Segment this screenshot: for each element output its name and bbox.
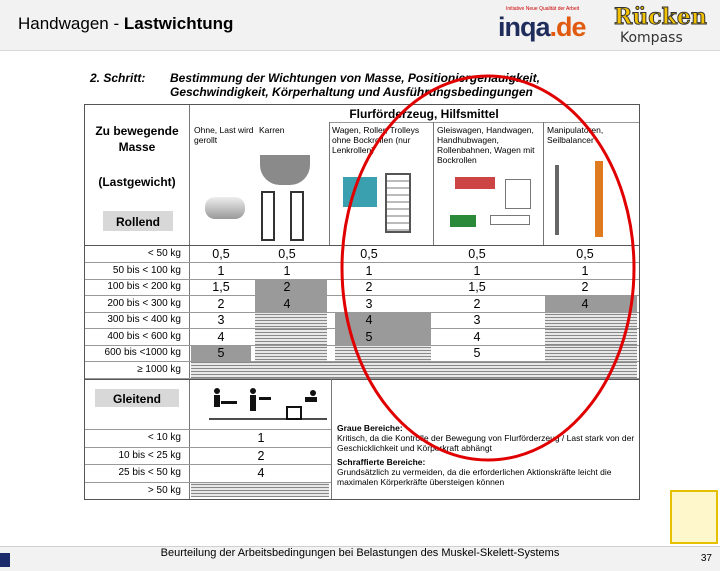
sliding-pictogram-icon [205, 385, 331, 421]
weight-value: 0,5 [576, 247, 594, 261]
logo-inqa [498, 12, 586, 43]
hatch-text: Grundsätzlich zu vermeiden, da die erforderlichen Aktionskräfte leicht die maximalen Körperkräfte übersteigen können [337, 467, 612, 487]
wheelbarrow-icon [260, 155, 310, 185]
mass-row-label: 400 bis < 600 kg [107, 330, 181, 342]
step-description: Bestimmung der Wichtungen von Masse, Positioniergenauigkeit, Geschwindigkeit, Körperhaltung und Ausführungsbedingungen [170, 71, 540, 99]
weight-value: 5 [365, 329, 373, 344]
rollend-label: Rollend [116, 215, 160, 229]
weight-value: 1,5 [468, 280, 486, 294]
sack-truck-2-icon [290, 191, 304, 241]
gleitend-row-label: 10 bis < 25 kg [118, 449, 181, 461]
weight-value: 1 [283, 263, 291, 278]
lastgewicht-label: (Lastgewicht) [98, 175, 176, 189]
flurfoerder-header: Flurförderzeug, Hilfsmittel [349, 107, 499, 121]
grey-text: Kritisch, da die Kontrolle der Bewegung von Flurförderzeug / Last stark von der Geschicklichkeit und Körperkraft abhängt [337, 433, 635, 453]
weight-value: 4 [217, 329, 225, 344]
page-number: 37 [700, 553, 712, 564]
mass-row-label: 600 bis <1000 kg [104, 347, 181, 358]
mass-row-label: 200 bis < 300 kg [107, 297, 181, 309]
weight-value: 5 [217, 346, 225, 360]
title-prefix: Handwagen - [18, 14, 124, 33]
weight-value: 3 [365, 296, 373, 311]
col-header-wagen: Wagen, Roller, Trolleys ohne Bockrollen (nur Lenkrollen) [332, 125, 420, 155]
weight-value: 0,5 [360, 247, 378, 261]
gleitend-weight-value: 4 [257, 466, 265, 480]
weight-value: 2 [283, 280, 291, 294]
sack-truck-icon [261, 191, 275, 241]
weight-value: 3 [473, 313, 481, 327]
logo-inqa-dot: .de [549, 12, 586, 42]
col-header-manipulatoren: Manipulatoren, Seilbalancer [547, 125, 604, 145]
row-line [85, 429, 331, 430]
mass-row-label: 300 bis < 400 kg [107, 314, 181, 325]
hatch-title: Schraffierte Bereiche: [337, 457, 426, 467]
sliding-figures-svg [205, 385, 331, 421]
mass-row-label: 100 bis < 200 kg [107, 281, 181, 292]
col-header-karren: Karren [259, 125, 285, 135]
weight-value: 1 [365, 263, 373, 278]
red-highlight-oval [338, 72, 638, 464]
weight-value: 0,5 [468, 247, 486, 261]
weight-value: 2 [217, 296, 225, 311]
logo-inqa-text: inqa [498, 12, 550, 42]
slide-header [0, 0, 720, 51]
weight-value: 2 [473, 296, 481, 311]
weight-value: 1 [473, 263, 481, 278]
title-bold: Lastwichtung [123, 14, 234, 33]
row-line [85, 447, 331, 448]
gleitend-weight-value: 1 [257, 431, 265, 445]
col-line [189, 105, 190, 499]
weight-value: 2 [581, 280, 589, 294]
weight-value: 4 [283, 296, 291, 311]
weight-value: 1,5 [212, 280, 230, 294]
weight-value: 5 [473, 346, 481, 360]
weight-value: 3 [217, 313, 225, 327]
mass-title: Zu bewegende Masse [95, 124, 179, 154]
weight-value: 4 [581, 296, 589, 311]
mass-row-label: ≥ 1000 kg [137, 363, 181, 375]
logo-tagline: Initiative Neue Qualität der Arbeit [506, 6, 580, 12]
weight-value: 0,5 [212, 247, 230, 261]
row-line [85, 464, 331, 465]
col-header-ohne: Ohne, Last wird gerollt [194, 125, 254, 145]
step-label: 2. Schritt: [90, 71, 146, 85]
workstation-illustration-icon [670, 490, 718, 544]
gleitend-row-label: 25 bis < 50 kg [118, 467, 181, 478]
weight-value: 4 [365, 313, 373, 327]
logo-kompass: Kompass [620, 30, 683, 46]
col-line [331, 379, 332, 499]
slide-title [18, 14, 233, 34]
gleitend-weight-value: 2 [257, 448, 265, 463]
footer-text: Beurteilung der Arbeitsbedingungen bei Belastungen des Muskel-Skelett-Systems [160, 547, 560, 559]
weight-value: 2 [365, 280, 373, 294]
gleitend-row-label: > 50 kg [147, 484, 181, 496]
logo-ruecken: Rücken [614, 4, 707, 30]
gleitend-row-label: < 10 kg [147, 432, 181, 443]
mass-row-label: 50 bis < 100 kg [112, 264, 181, 276]
weight-value: 4 [473, 329, 481, 344]
hatch-area-gleitend-50 [191, 483, 329, 497]
barrel-icon [205, 197, 245, 219]
weight-value: 1 [217, 263, 225, 278]
weight-value: 0,5 [278, 247, 296, 261]
col-header-gleiswagen: Gleiswagen, Handwagen, Handhubwagen, Rollenbahnen, Wagen mit Bockrollen [437, 125, 535, 165]
slide-footer [0, 546, 720, 571]
col-line [329, 122, 330, 246]
weight-value: 1 [581, 263, 589, 278]
grey-title: Graue Bereiche: [337, 423, 403, 433]
gleitend-label: Gleitend [112, 392, 161, 406]
mass-row-label: < 50 kg [147, 248, 181, 259]
inqa-logo [492, 4, 718, 48]
